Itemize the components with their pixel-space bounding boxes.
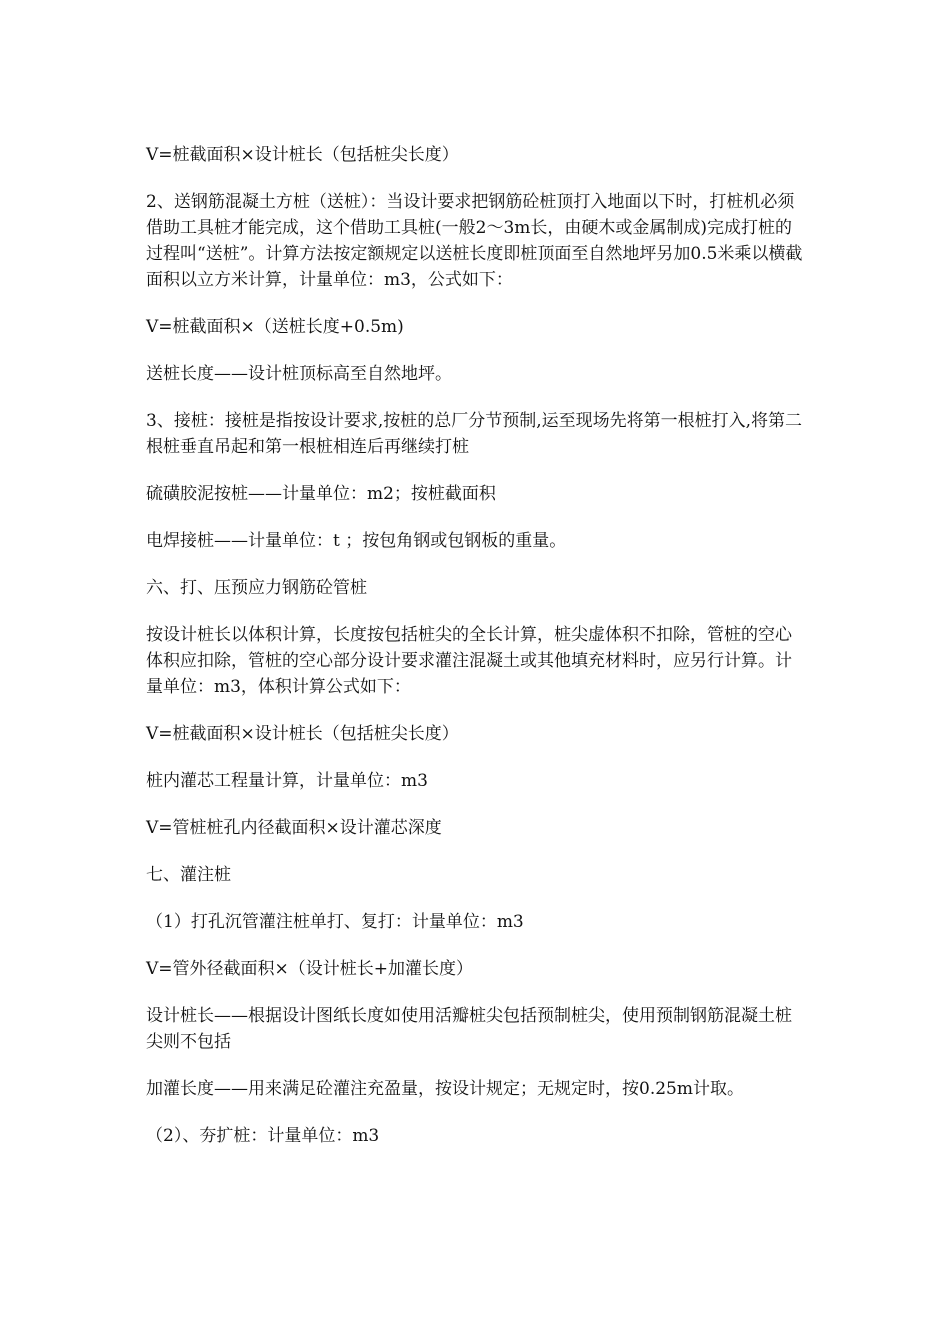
paragraph-formula-pipe-pile-volume: V=桩截面积×设计桩长（包括桩尖长度）	[146, 724, 459, 744]
paragraph-formula-cast-pile: V=管外径截面积×（设计桩长+加灌长度）	[146, 959, 474, 979]
paragraph-core-filling: 桩内灌芯工程量计算，计量单位：m3	[146, 771, 428, 791]
paragraph-section-2-send-pile: 2、送钢筋混凝土方桩（送桩）：当设计要求把钢筋砼桩顶打入地面以下时，打桩机必须借助工具桩才能完成，这个借助工具桩(一般2～3m长，由硬木或金属制成)完成打桩的过程叫“送桩”。计算方法按定额规定以送桩长度即桩顶面至自然地坪另加0.5米乘以横截面积以立方米计算，计量单位：m3，公式如下：	[146, 192, 803, 290]
paragraph-formula-core-filling: V=管桩桩孔内径截面积×设计灌芯深度	[146, 818, 442, 838]
document-body	[146, 142, 808, 1170]
paragraph-pipe-pile-calculation: 按设计桩长以体积计算，长度按包括桩尖的全长计算，桩尖虚体积不扣除，管桩的空心体积应扣除，管桩的空心部分设计要求灌注混凝土或其他填充材料时，应另行计算。计量单位：m3，体积计算公式如下：	[146, 625, 792, 697]
paragraph-formula-send-pile: V=桩截面积×（送桩长度+0.5m)	[146, 317, 404, 337]
paragraph-welding-connect: 电焊接桩——计量单位：t ；按包角钢或包钢板的重量。	[146, 531, 567, 551]
paragraph-section-3-connect-pile: 3、接桩：接桩是指按设计要求,按桩的总厂分节预制,运至现场先将第一根桩打入,将第二根桩垂直吊起和第一根桩相连后再继续打桩	[146, 411, 803, 457]
paragraph-extra-pour-length: 加灌长度——用来满足砼灌注充盈量，按设计规定；无规定时，按0.25m计取。	[146, 1079, 744, 1099]
paragraph-item-1-cast-pile: （1）打孔沉管灌注桩单打、复打：计量单位：m3	[146, 912, 524, 932]
paragraph-send-pile-length: 送桩长度——设计桩顶标高至自然地坪。	[146, 364, 452, 384]
paragraph-formula-pile-volume: V=桩截面积×设计桩长（包括桩尖长度）	[146, 145, 459, 165]
paragraph-item-2-tamp-expand-pile: （2）、夯扩桩：计量单位：m3	[146, 1126, 380, 1146]
paragraph-sulfur-mortar-connect: 硫磺胶泥按桩——计量单位：m2；按桩截面积	[146, 484, 496, 504]
heading-section-7: 七、灌注桩	[146, 865, 231, 885]
heading-section-6: 六、打、压预应力钢筋砼管桩	[146, 578, 367, 598]
paragraph-design-pile-length: 设计桩长——根据设计图纸长度如使用活瓣桩尖包括预制桩尖，使用预制钢筋混凝土桩尖则不包括	[146, 1006, 792, 1052]
